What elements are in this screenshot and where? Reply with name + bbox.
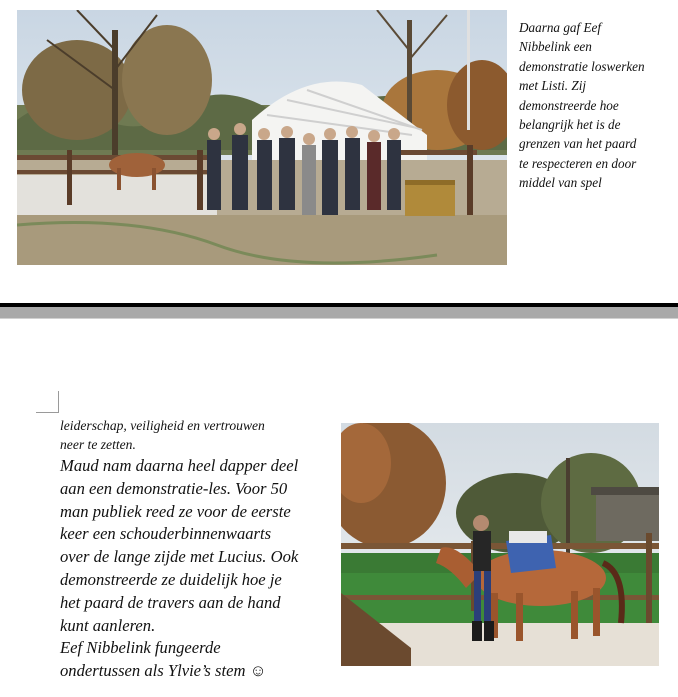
- page-gap-shadow: [0, 318, 678, 319]
- arena-demonstration-photo: [17, 10, 507, 265]
- caption-line: demonstratie loswerken: [519, 58, 645, 74]
- caption-line: grenzen van het paard: [519, 136, 637, 152]
- text-line: man publiek reed ze voor de eerste: [60, 501, 291, 521]
- body-paragraph: [60, 455, 342, 683]
- text-line: ondertussen als Ylvie’s stem ☺: [60, 661, 267, 681]
- text-line: keer een schouderbinnenwaarts: [60, 524, 272, 544]
- page-break-separator: [0, 303, 678, 319]
- text-line: aan een demonstratie-les. Voor 50: [60, 478, 288, 498]
- text-line: Maud nam daarna heel dapper deel: [60, 456, 299, 475]
- text-line: neer te zetten.: [60, 437, 136, 452]
- caption-line: belangrijk het is de: [519, 117, 621, 133]
- caption-line: demonstreerde hoe: [519, 97, 619, 113]
- caption-line: met Listi. Zij: [519, 78, 587, 94]
- text-line: over de lange zijde met Lucius. Ook: [60, 547, 299, 567]
- caption-line: Nibbelink een: [519, 39, 592, 55]
- caption-line: te respecteren en door: [519, 155, 637, 171]
- continuation-text: [60, 416, 335, 454]
- horse-handwork-photo: [341, 423, 659, 666]
- caption-line: middel van spel: [519, 175, 602, 191]
- text-line: Eef Nibbelink fungeerde: [60, 638, 221, 658]
- text-line: demonstreerde ze duidelijk hoe je: [60, 569, 282, 589]
- text-line: kunt aanleren.: [60, 615, 156, 635]
- text-line: het paard de travers aan de hand: [60, 592, 281, 612]
- top-photo-caption: [519, 18, 677, 193]
- caption-line: Daarna gaf Eef: [519, 20, 602, 35]
- margin-corner-mark: [36, 391, 59, 413]
- text-line: leiderschap, veiligheid en vertrouwen: [60, 418, 265, 433]
